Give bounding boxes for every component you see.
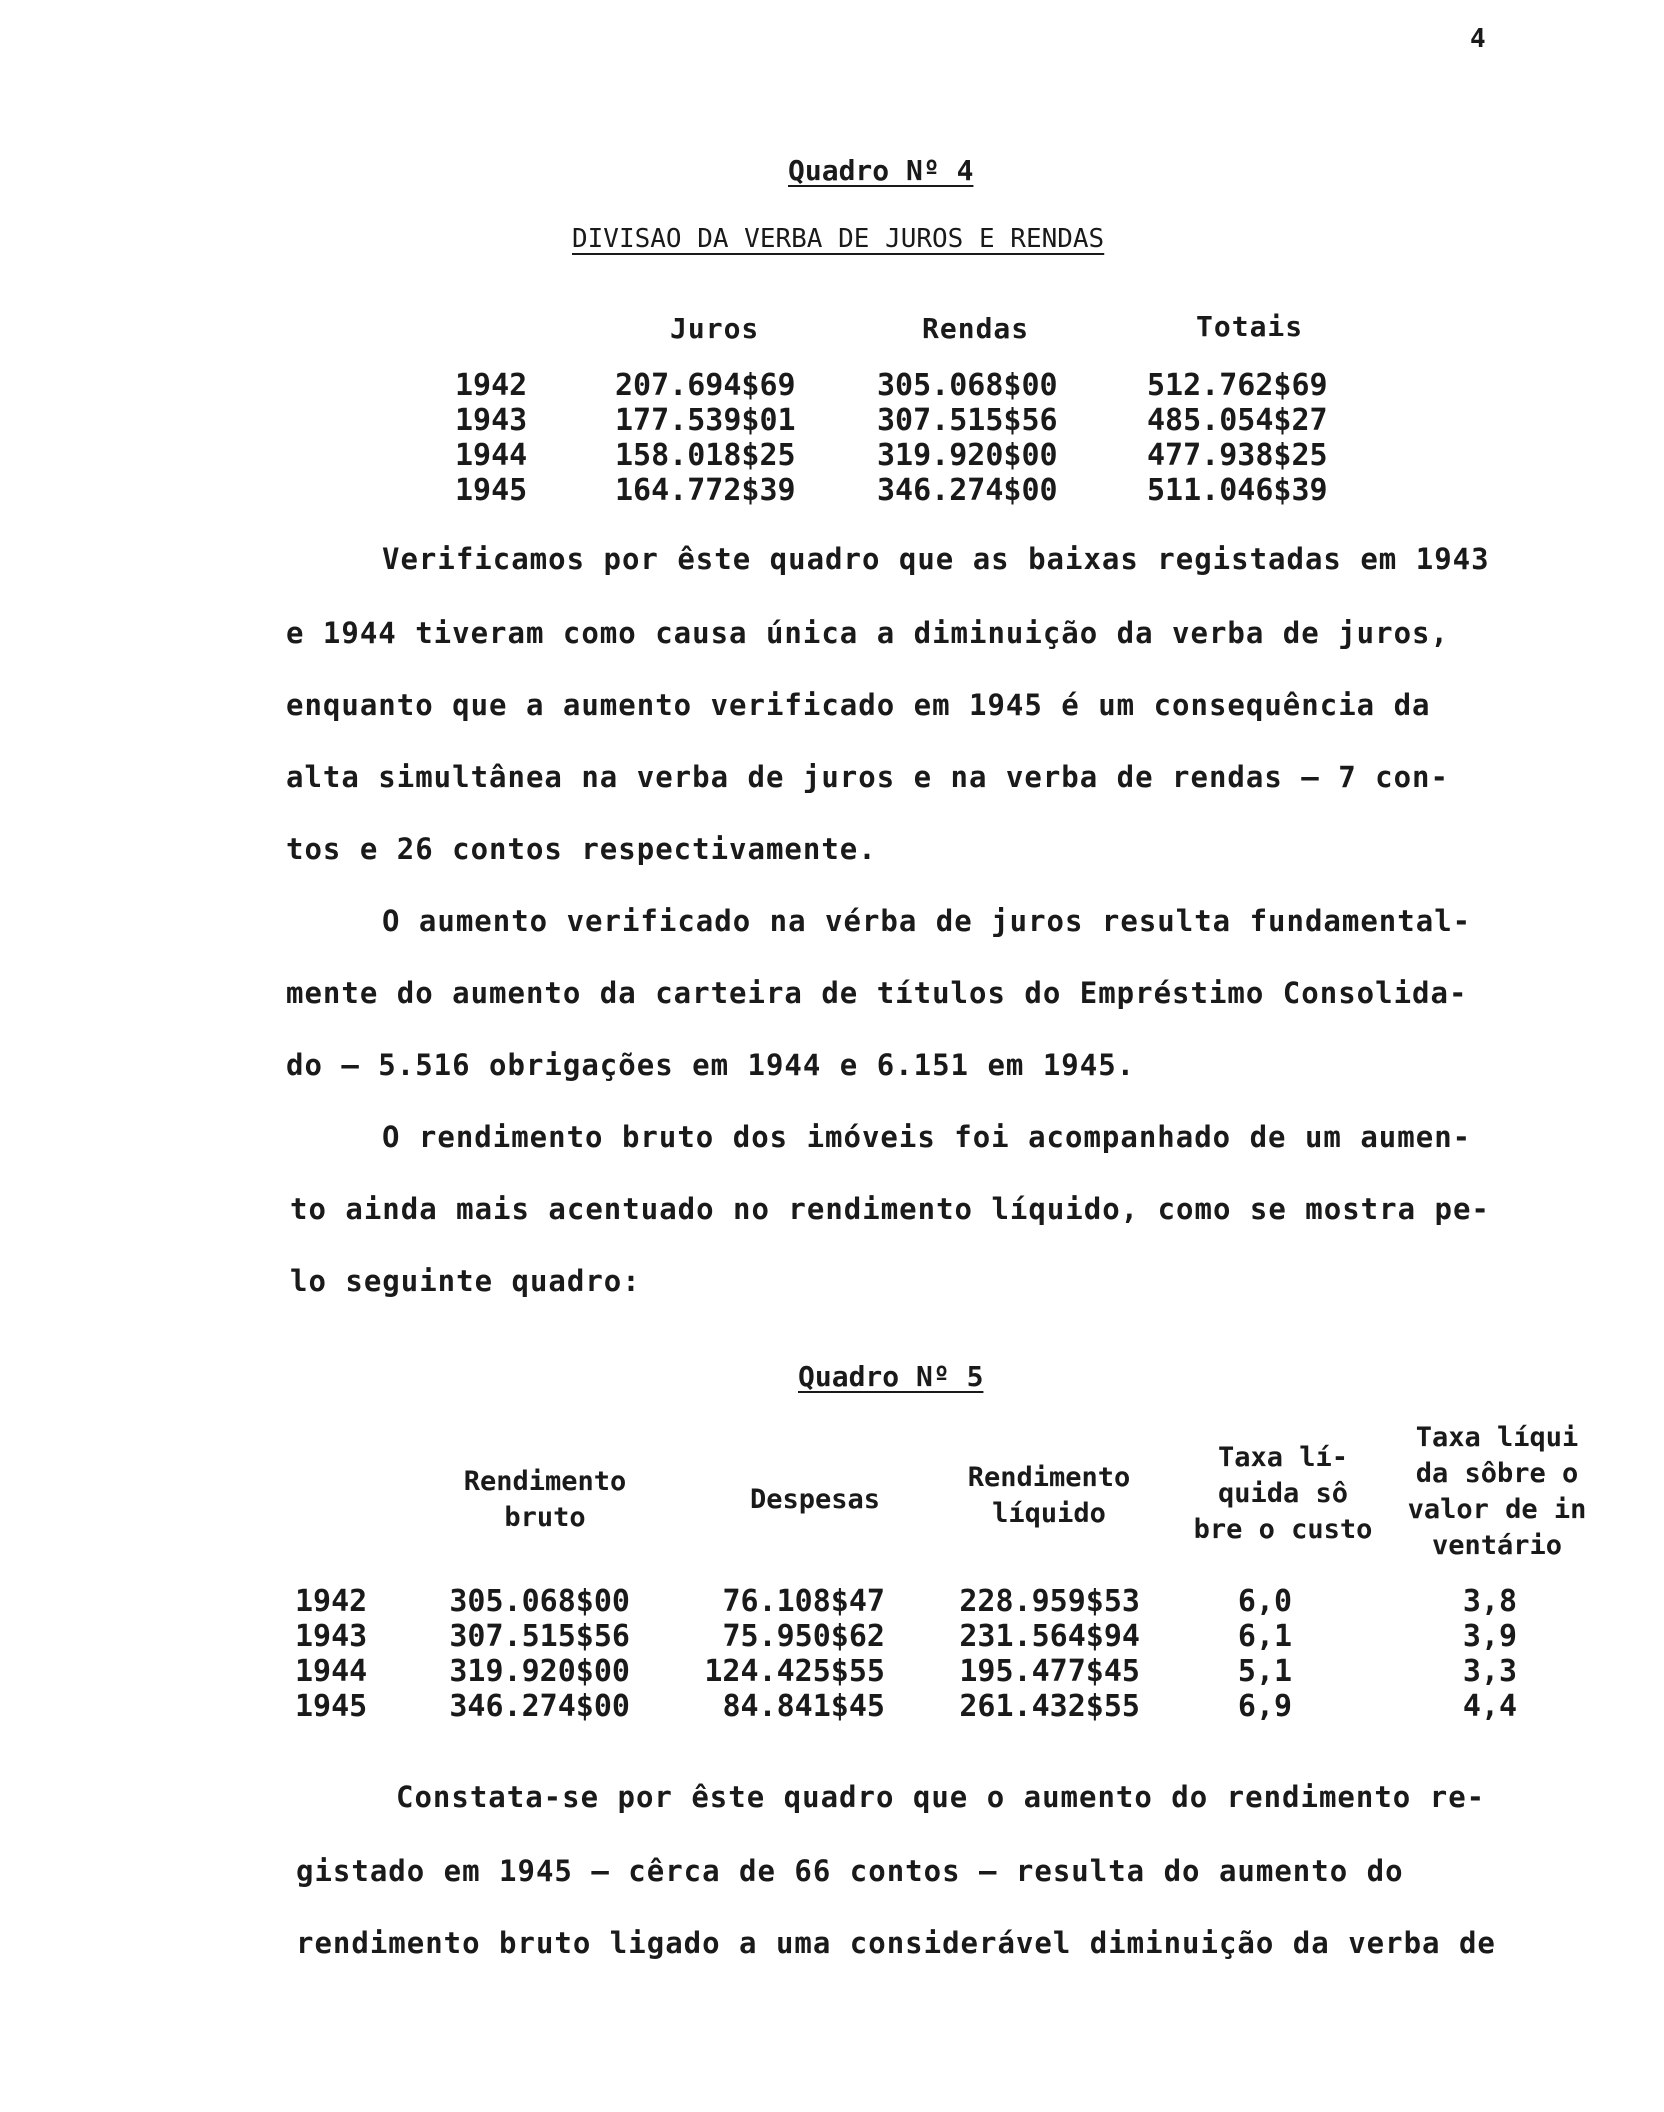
- paragraph2-line2: mente do aumento da carteira de títulos do Empréstimo Consolida-: [286, 976, 1468, 1010]
- year-cell: 1945: [455, 473, 528, 508]
- year-cell: 1942: [295, 1584, 368, 1619]
- table-row: [295, 1619, 1590, 1654]
- taxa-custo-cell: 6,1: [1237, 1619, 1293, 1654]
- paragraph3-line3: lo seguinte quadro:: [290, 1264, 641, 1298]
- juros-cell: 164.772$39: [615, 473, 796, 508]
- quadro4-subtitle: DIVISAO DA VERBA DE JUROS E RENDAS: [572, 224, 1105, 254]
- quadro5-header-bruto: Rendimento bruto: [463, 1466, 627, 1533]
- paragraph4-line2: gistado em 1945 — cêrca de 66 contos — resulta do aumento do: [296, 1854, 1404, 1888]
- quadro5-header-taxa-inventario: Taxa líqui da sôbre o valor de in ventário: [1407, 1422, 1587, 1561]
- year-cell: 1942: [455, 368, 528, 403]
- year-cell: 1943: [295, 1619, 368, 1654]
- taxa-inventario-cell: 4,4: [1462, 1689, 1518, 1724]
- taxa-custo-cell: 6,0: [1237, 1584, 1293, 1619]
- liquido-cell: 228.959$53: [959, 1584, 1140, 1619]
- paragraph3-line1: O rendimento bruto dos imóveis foi acompanhado de um aumen-: [382, 1120, 1472, 1154]
- juros-cell: 207.694$69: [615, 368, 796, 403]
- table-row: [455, 368, 1367, 403]
- year-cell: 1944: [455, 438, 528, 473]
- totais-cell: 485.054$27: [1147, 403, 1328, 438]
- totais-cell: 512.762$69: [1147, 368, 1328, 403]
- juros-cell: 177.539$01: [615, 403, 796, 438]
- taxa-inventario-cell: 3,8: [1462, 1584, 1518, 1619]
- rendas-cell: 305.068$00: [877, 368, 1058, 403]
- liquido-cell: 261.432$55: [959, 1689, 1140, 1724]
- paragraph4-line1: Constata-se por êste quadro que o aumento do rendimento re-: [396, 1780, 1486, 1814]
- rendas-cell: 346.274$00: [877, 473, 1058, 508]
- paragraph1-line3: enquanto que a aumento verificado em 1945 é um consequência da: [286, 688, 1431, 722]
- page-number: 4: [1470, 24, 1486, 54]
- bruto-cell: 346.274$00: [449, 1689, 630, 1724]
- table-row: [295, 1654, 1590, 1689]
- paragraph2-line1: O aumento verificado na vérba de juros resulta fundamental-: [382, 904, 1472, 938]
- taxa-custo-cell: 6,9: [1237, 1689, 1293, 1724]
- quadro5-header-despesas: Despesas: [749, 1484, 881, 1515]
- paragraph2-line3: do — 5.516 obrigações em 1944 e 6.151 em 1945.: [286, 1048, 1136, 1082]
- quadro5-title: Quadro Nº 5: [798, 1360, 984, 1393]
- quadro5-header-liquido: Rendimento líquido: [967, 1462, 1131, 1529]
- juros-cell: 158.018$25: [615, 438, 796, 473]
- taxa-custo-cell: 5,1: [1237, 1654, 1293, 1689]
- liquido-cell: 195.477$45: [959, 1654, 1140, 1689]
- quadro4-table: [455, 368, 1367, 508]
- rendas-cell: 319.920$00: [877, 438, 1058, 473]
- rendas-cell: 307.515$56: [877, 403, 1058, 438]
- taxa-inventario-cell: 3,9: [1462, 1619, 1518, 1654]
- table-row: [295, 1584, 1590, 1619]
- table-row: [455, 438, 1367, 473]
- table-row: [455, 473, 1367, 508]
- paragraph3-line2: to ainda mais acentuado no rendimento líquido, como se mostra pe-: [290, 1192, 1490, 1226]
- taxa-inventario-cell: 3,3: [1462, 1654, 1518, 1689]
- bruto-cell: 319.920$00: [449, 1654, 630, 1689]
- paragraph1-line4: alta simultânea na verba de juros e na verba de rendas — 7 con-: [286, 760, 1449, 794]
- paragraph4-line3: rendimento bruto ligado a uma considerável diminuição da verba de: [296, 1926, 1496, 1960]
- quadro5-table: [295, 1584, 1590, 1724]
- paragraph1-line1: Verificamos por êste quadro que as baixas registadas em 1943: [382, 542, 1490, 576]
- quadro4-header-rendas: Rendas: [922, 312, 1030, 345]
- year-cell: 1943: [455, 403, 528, 438]
- despesas-cell: 75.950$62: [722, 1619, 885, 1654]
- table-row: [295, 1689, 1590, 1724]
- bruto-cell: 305.068$00: [449, 1584, 630, 1619]
- paragraph1-line2: e 1944 tiveram como causa única a diminuição da verba de juros,: [286, 616, 1449, 650]
- despesas-cell: 76.108$47: [722, 1584, 885, 1619]
- paragraph1-line5: tos e 26 contos respectivamente.: [286, 832, 877, 866]
- despesas-cell: 124.425$55: [704, 1654, 885, 1689]
- liquido-cell: 231.564$94: [959, 1619, 1140, 1654]
- bruto-cell: 307.515$56: [449, 1619, 630, 1654]
- totais-cell: 511.046$39: [1147, 473, 1328, 508]
- year-cell: 1945: [295, 1689, 368, 1724]
- quadro4-header-juros: Juros: [670, 312, 760, 345]
- year-cell: 1944: [295, 1654, 368, 1689]
- totais-cell: 477.938$25: [1147, 438, 1328, 473]
- quadro4-title: Quadro Nº 4: [788, 154, 974, 187]
- quadro5-header-taxa-custo: Taxa lí- quida sô bre o custo: [1193, 1442, 1373, 1545]
- quadro4-header-totais: Totais: [1196, 310, 1304, 343]
- despesas-cell: 84.841$45: [722, 1689, 885, 1724]
- table-row: [455, 403, 1367, 438]
